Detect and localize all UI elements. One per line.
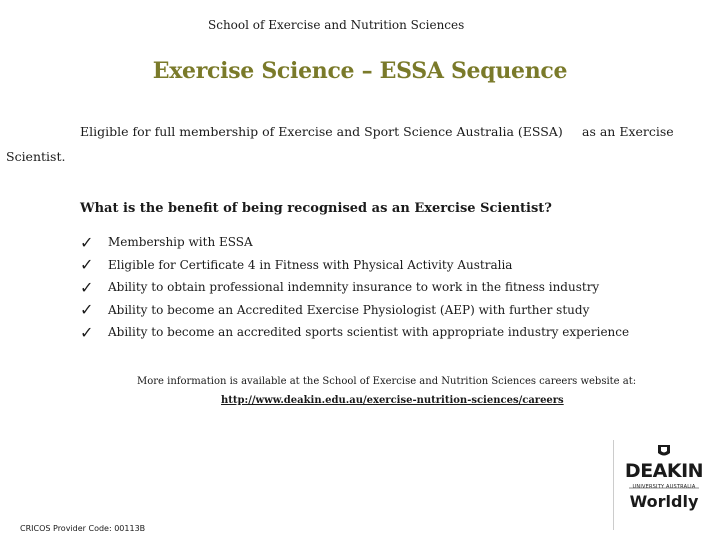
benefit-text: Eligible for Certificate 4 in Fitness with Physical Activity Australia — [108, 257, 513, 272]
eligibility-text: Eligible for full membership of Exercise and Sport Science Australia (ESSA) — [80, 124, 563, 139]
benefit-text: Membership with ESSA — [108, 235, 253, 250]
benefits-list — [80, 231, 629, 344]
benefit-text: Ability to obtain professional indemnity insurance to work in the fitness industry — [108, 280, 600, 295]
logo-name: DEAKIN — [624, 460, 704, 482]
list-item — [80, 254, 629, 277]
eligibility-text-wrap: Scientist. — [6, 149, 66, 164]
checkmark-icon: ✓ — [80, 277, 94, 297]
checkmark-icon: ✓ — [80, 322, 94, 342]
eligibility-text-tail: as an Exercise — [582, 124, 674, 139]
benefit-heading: What is the benefit of being recognised as an Exercise Scientist? — [80, 201, 552, 216]
checkmark-icon: ✓ — [80, 232, 94, 252]
cricos-code: CRICOS Provider Code: 00113B — [20, 524, 146, 533]
benefit-text: Ability to become an accredited sports scientist with appropriate industry experience — [108, 325, 630, 340]
list-item — [80, 299, 629, 322]
list-item — [80, 321, 629, 344]
list-item — [80, 276, 629, 299]
deakin-logo — [613, 440, 714, 530]
checkmark-icon: ✓ — [80, 300, 94, 320]
logo-subtitle: UNIVERSITY AUSTRALIA — [632, 484, 696, 490]
careers-link[interactable]: http://www.deakin.edu.au/exercise-nutrition-sciences/careers — [221, 395, 564, 406]
benefit-text: Ability to become an Accredited Exercise Physiologist (AEP) with further study — [108, 302, 590, 317]
logo-tagline: Worldly — [629, 492, 699, 511]
school-name: School of Exercise and Nutrition Sciences — [208, 18, 465, 32]
page-title: Exercise Science – ESSA Sequence — [152, 58, 568, 84]
checkmark-icon: ✓ — [80, 255, 94, 275]
list-item — [80, 231, 629, 254]
more-info-text: More information is available at the School of Exercise and Nutrition Sciences careers website at: — [137, 376, 637, 387]
